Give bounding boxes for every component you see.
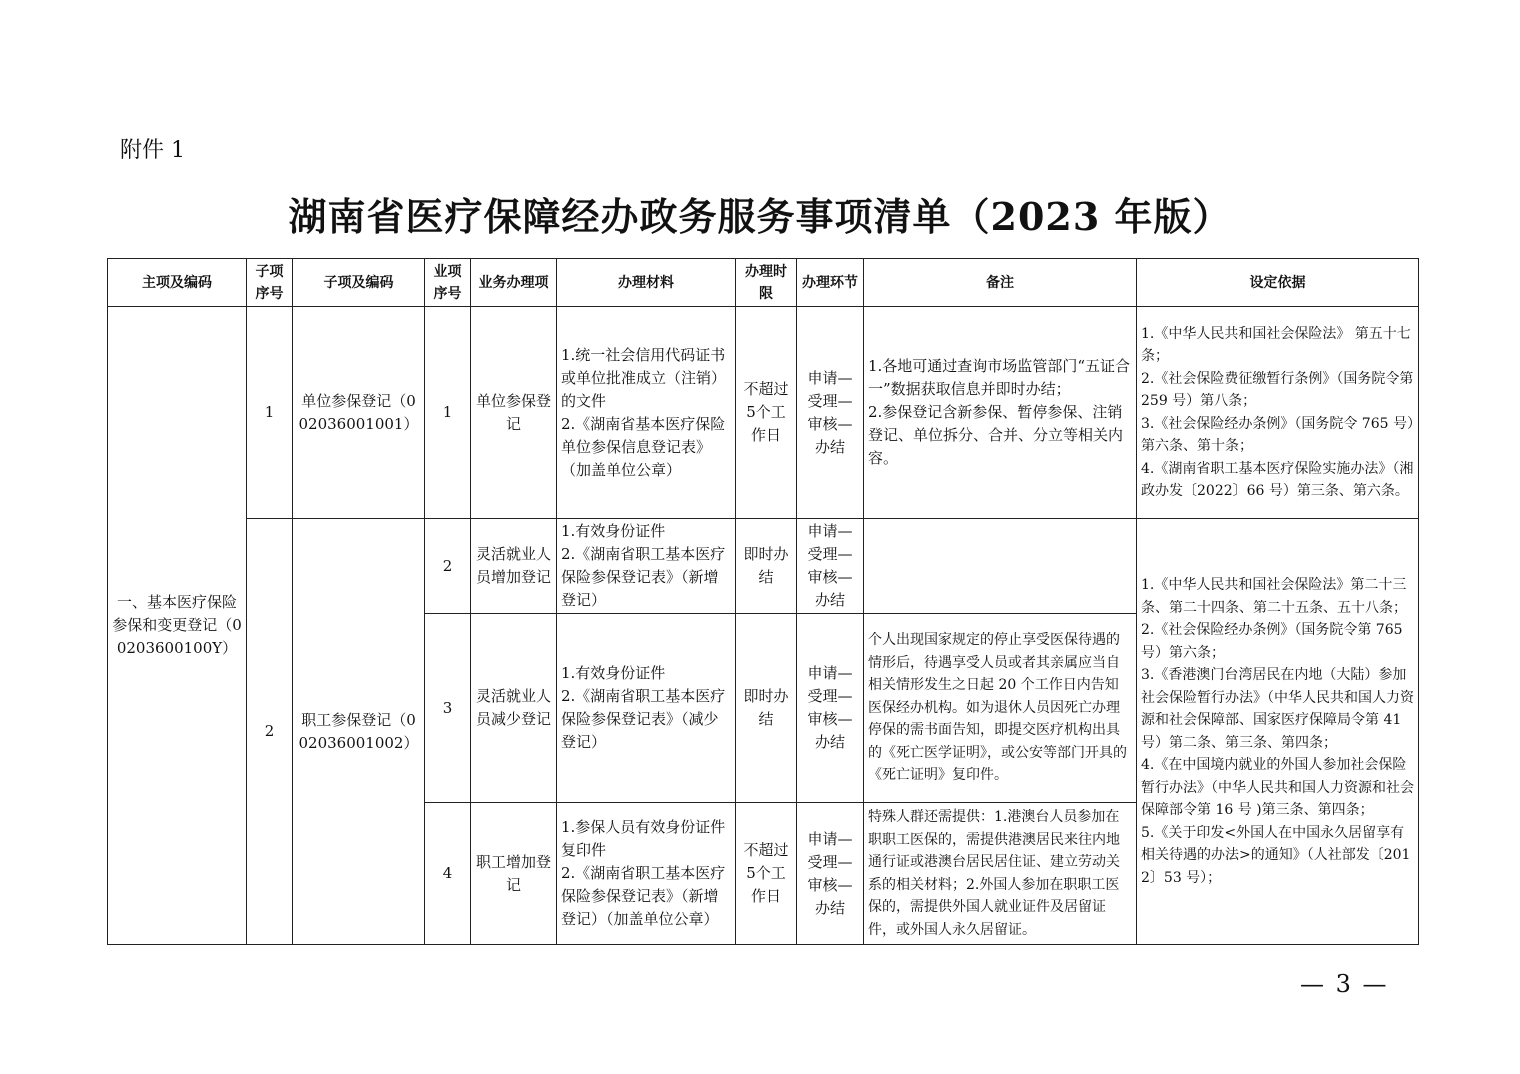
header-steps: 办理环节 — [797, 259, 864, 307]
biz-no-cell: 1 — [425, 307, 471, 519]
materials-cell: 1.有效身份证件 2.《湖南省职工基本医疗保险参保登记表》（减少登记） — [557, 614, 736, 803]
basis-cell: 1.《中华人民共和国社会保险法》第二十三条、第二十四条、第二十五条、五十八条； 2.《社会保险经办条例》（国务院令第 765 号）第六条； 3.《香港澳门台湾居民在内地（大陆）参加社会保险暂行办法》（中华人民共和国人力资源和社会保障部、国家医疗保障局令第 41 号）第二条、第三条、第四条； 4.《在中国境内就业的外国人参加社会保险暂行办法》（中华人民共和国人力资源和社会保障部令第 16 号 )第三条、第四条； 5.《关于印发<外国人在中国永久居留享有相关待遇的办法>的通知》（人社部发〔2012〕53 号）； — [1137, 519, 1419, 945]
steps-cell: 申请—受理—审核—办结 — [797, 614, 864, 803]
table-row — [108, 307, 1419, 519]
header-biz-item: 业务办理项 — [471, 259, 557, 307]
steps-cell: 申请—受理—审核—办结 — [797, 519, 864, 614]
attachment-label: 附件 1 — [120, 138, 185, 163]
steps-cell: 申请—受理—审核—办结 — [797, 803, 864, 945]
remarks-cell — [864, 519, 1137, 614]
header-sub-item: 子项及编码 — [293, 259, 425, 307]
biz-item-cell: 职工增加登记 — [471, 803, 557, 945]
sub-no-cell: 1 — [247, 307, 293, 519]
header-biz-no: 业项序号 — [425, 259, 471, 307]
header-sub-no: 子项序号 — [247, 259, 293, 307]
sub-item-cell: 职工参保登记（002036001002） — [293, 519, 425, 945]
remarks-cell: 个人出现国家规定的停止享受医保待遇的情形后，待遇享受人员或者其亲属应当自相关情形发生之日起 20 个工作日内告知医保经办机构。如为退休人员因死亡办理停保的需书面告知，即提交医疗机构出具的《死亡医学证明》，或公安等部门开具的《死亡证明》复印件。 — [864, 614, 1137, 803]
header-remarks: 备注 — [864, 259, 1137, 307]
basis-cell: 1.《中华人民共和国社会保险法》 第五十七条； 2.《社会保险费征缴暂行条例》（国务院令第 259 号）第八条； 3.《社会保险经办条例》（国务院令 765 号）第六条、第十条； 4.《湖南省职工基本医疗保险实施办法》（湘政办发〔2022〕66 号）第三条、第六条。 — [1137, 307, 1419, 519]
time-limit-cell: 即时办结 — [736, 614, 797, 803]
header-time-limit: 办理时限 — [736, 259, 797, 307]
table-header-row — [108, 259, 1419, 307]
time-limit-cell: 不超过5个工作日 — [736, 803, 797, 945]
header-materials: 办理材料 — [557, 259, 736, 307]
sub-no-cell: 2 — [247, 519, 293, 945]
header-basis: 设定依据 — [1137, 259, 1419, 307]
biz-item-cell: 灵活就业人员增加登记 — [471, 519, 557, 614]
header-main-item: 主项及编码 — [108, 259, 247, 307]
table-row — [108, 519, 1419, 614]
sub-item-cell: 单位参保登记（002036001001） — [293, 307, 425, 519]
remarks-cell: 特殊人群还需提供：1.港澳台人员参加在职职工医保的，需提供港澳居民来往内地通行证或港澳台居民居住证、建立劳动关系的相关材料；2.外国人参加在职职工医保的，需提供外国人就业证件及居留证件，或外国人永久居留证。 — [864, 803, 1137, 945]
steps-cell: 申请—受理—审核—办结 — [797, 307, 864, 519]
main-item-cell: 一、基本医疗保险参保和变更登记（00203600100Y） — [108, 307, 247, 945]
biz-no-cell: 4 — [425, 803, 471, 945]
time-limit-cell: 不超过5个工作日 — [736, 307, 797, 519]
materials-cell: 1.统一社会信用代码证书或单位批准成立（注销）的文件 2.《湖南省基本医疗保险单位参保信息登记表》（加盖单位公章） — [557, 307, 736, 519]
biz-item-cell: 单位参保登记 — [471, 307, 557, 519]
materials-cell: 1.有效身份证件 2.《湖南省职工基本医疗保险参保登记表》（新增登记） — [557, 519, 736, 614]
materials-cell: 1.参保人员有效身份证件复印件 2.《湖南省职工基本医疗保险参保登记表》（新增登记）（加盖单位公章） — [557, 803, 736, 945]
biz-no-cell: 3 — [425, 614, 471, 803]
time-limit-cell: 即时办结 — [736, 519, 797, 614]
page-number: — 3 — — [1300, 970, 1389, 998]
service-items-table — [107, 258, 1419, 945]
biz-no-cell: 2 — [425, 519, 471, 614]
remarks-cell: 1.各地可通过查询市场监管部门“五证合一”数据获取信息并即时办结； 2.参保登记含新参保、暂停参保、注销登记、单位拆分、合并、分立等相关内容。 — [864, 307, 1137, 519]
biz-item-cell: 灵活就业人员减少登记 — [471, 614, 557, 803]
document-title: 湖南省医疗保障经办政务服务事项清单（2023 年版） — [288, 194, 1232, 239]
